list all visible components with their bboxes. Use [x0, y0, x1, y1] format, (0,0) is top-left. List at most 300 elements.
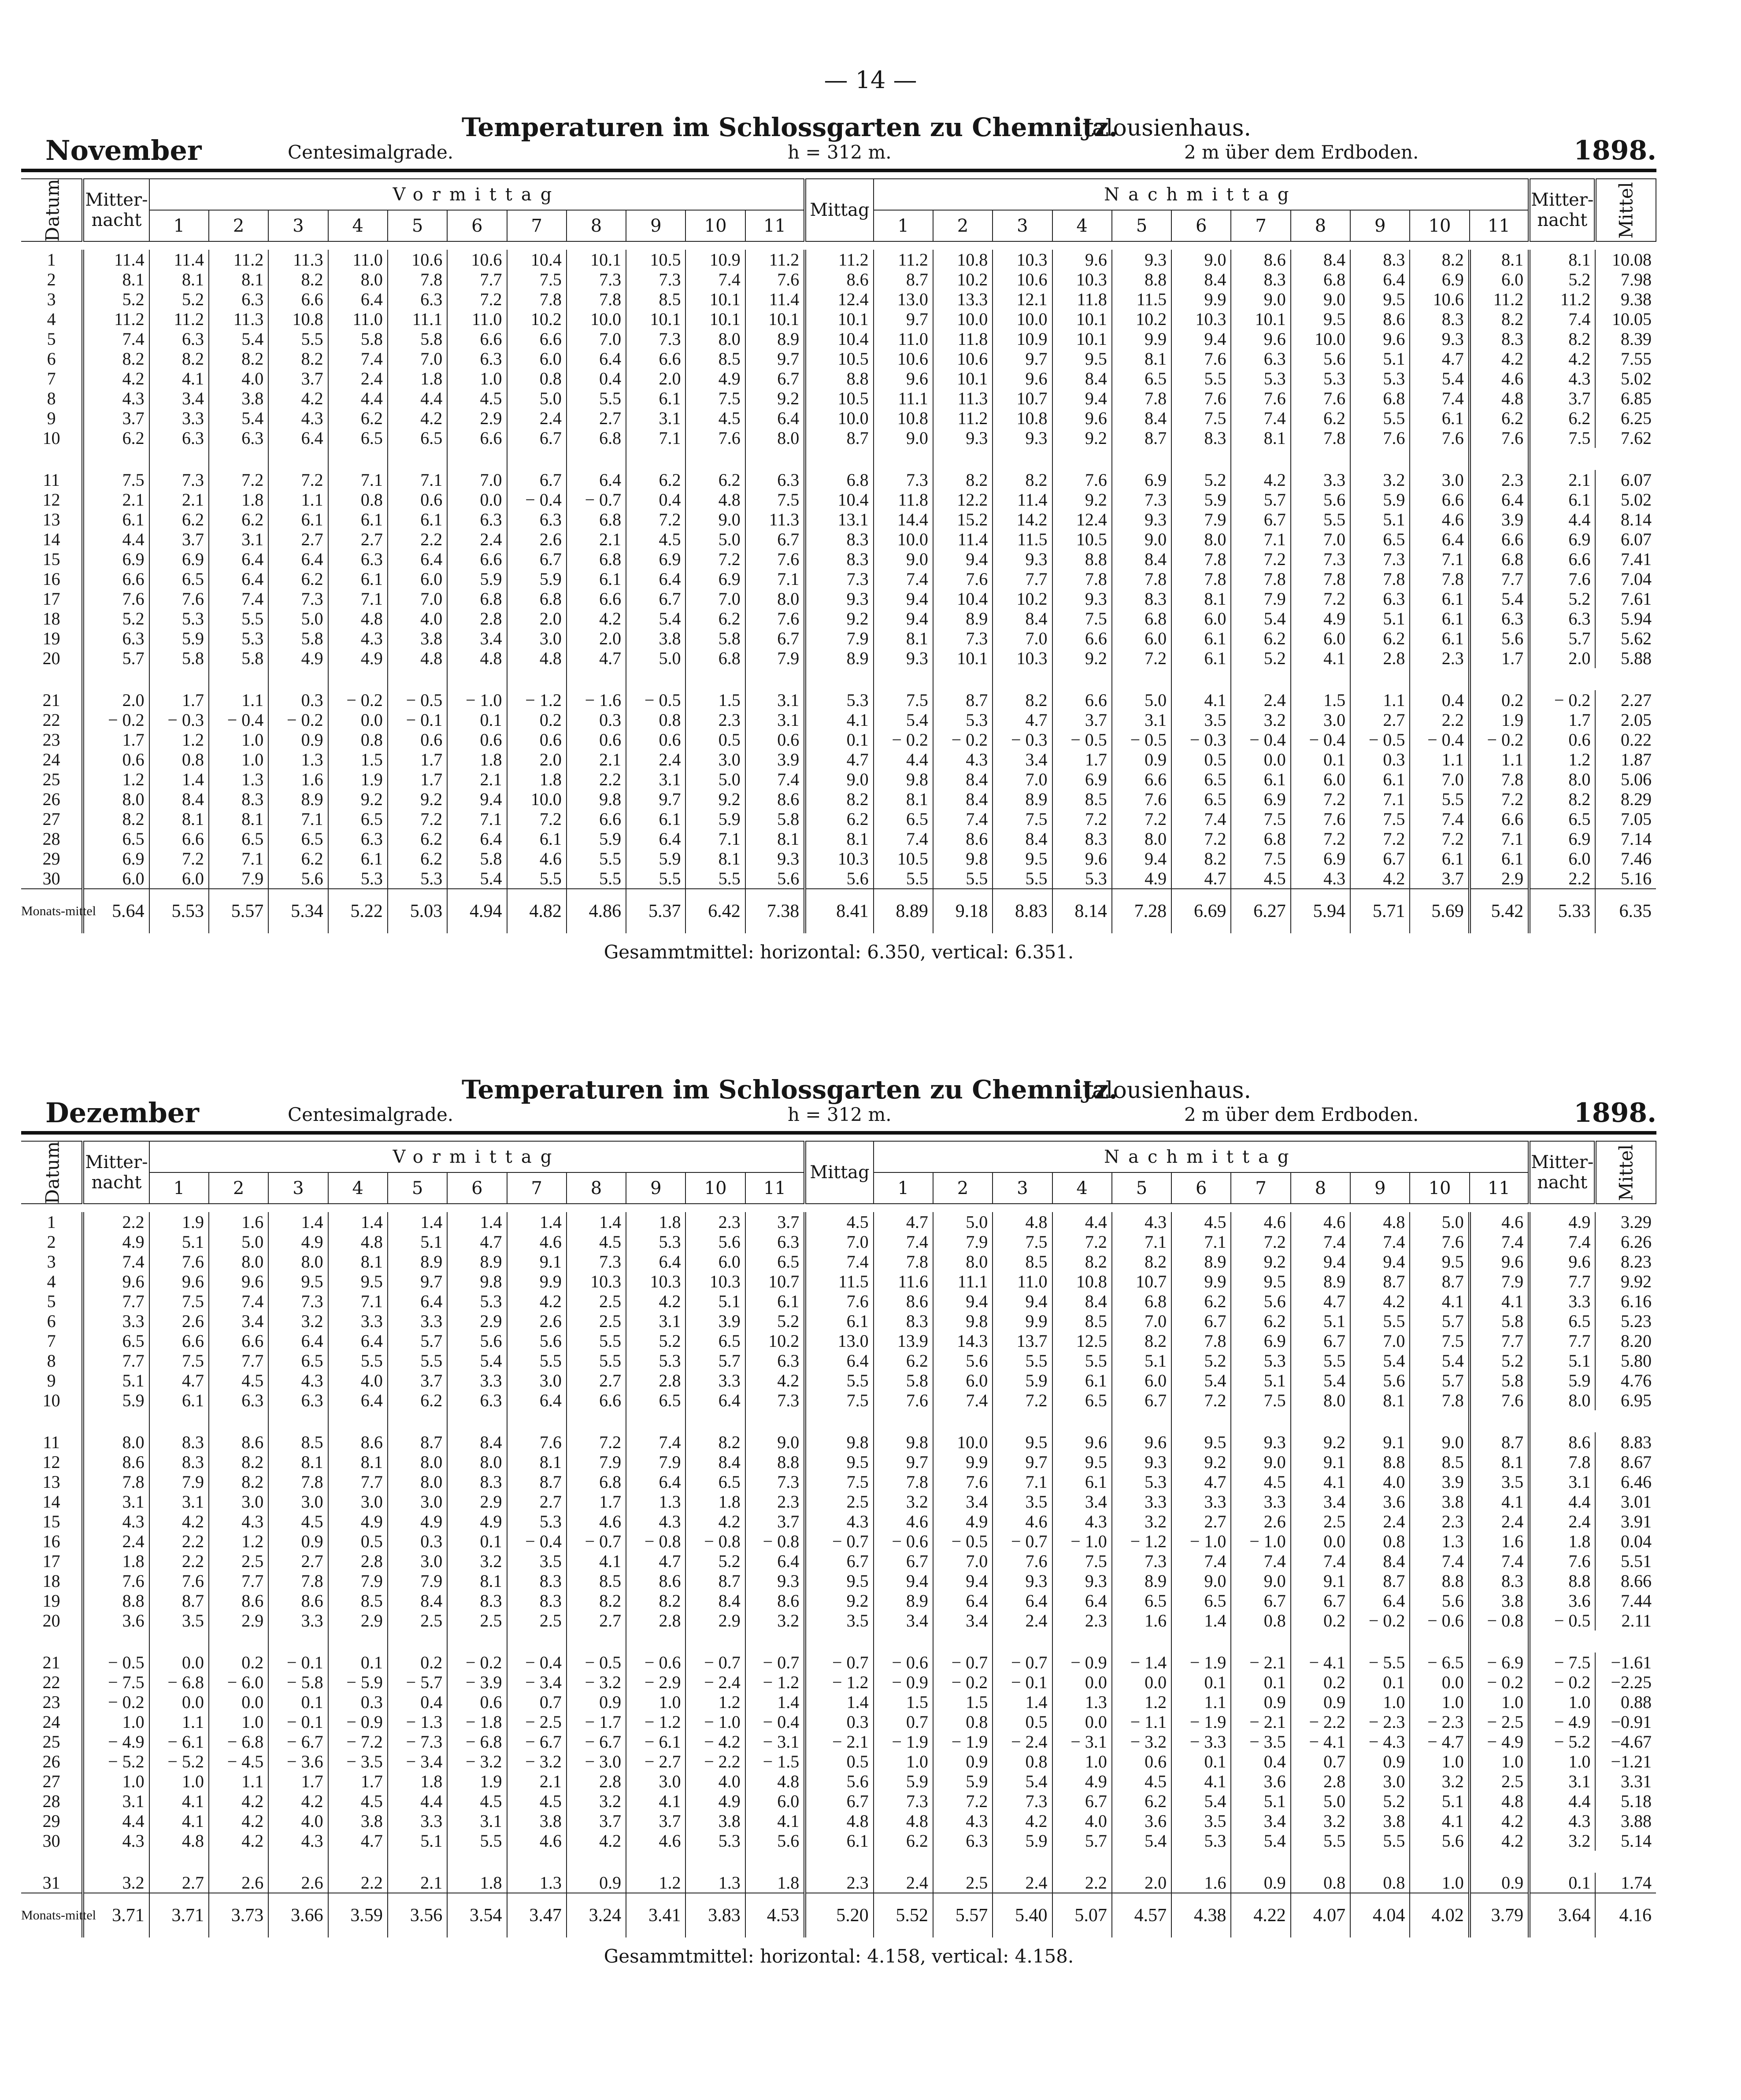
table-cell: 2.3 [1410, 648, 1469, 668]
table-cell: 9.6 [83, 1272, 149, 1291]
table-cell: 4.8 [1470, 388, 1529, 408]
table-cell: 6.1 [805, 1831, 873, 1851]
table-cell: 6.3 [933, 1831, 993, 1851]
table-cell: 1.8 [447, 1873, 507, 1893]
table-cell: 4.4 [388, 1791, 447, 1811]
table-cell: 4.6 [1410, 510, 1469, 529]
table-cell: 6.0 [1470, 270, 1529, 289]
table-cell: 9.6 [1052, 250, 1112, 270]
table-cell: 8.1 [149, 809, 209, 829]
table-subtitle: Jalousienhaus. [1083, 1077, 1252, 1104]
table-row [21, 1551, 1656, 1571]
table-cell: 4.9 [1052, 1771, 1112, 1791]
table-cell: 8.29 [1595, 789, 1656, 809]
table-cell: 7.8 [1350, 569, 1410, 589]
table-cell: 6.2 [388, 1390, 447, 1410]
table-cell: 2.5 [447, 1611, 507, 1630]
table-cell: −1.21 [1595, 1752, 1656, 1771]
table-cell: 6.6 [83, 569, 149, 589]
table-cell: − 6.0 [209, 1672, 268, 1692]
table-cell: 0.9 [1231, 1873, 1290, 1893]
table-cell: 8.2 [1112, 1331, 1171, 1351]
table-cell: 9.0 [1231, 289, 1290, 309]
table-cell: 1.0 [874, 1752, 933, 1771]
table-cell: 0.8 [1231, 1611, 1290, 1630]
row-mean: 0.6 [1529, 730, 1595, 750]
table-cell: 9.4 [933, 1571, 993, 1591]
table-cell: 6.8 [805, 470, 873, 490]
table-cell: 9.0 [874, 428, 933, 448]
table-cell: 7.04 [1595, 569, 1656, 589]
table-cell: 7.7 [1470, 569, 1529, 589]
table-cell: 8.66 [1595, 1571, 1656, 1591]
mittel-header-label: Mittel [1615, 181, 1637, 239]
table-cell: 9.0 [1112, 529, 1171, 549]
table-cell: 13.0 [874, 289, 933, 309]
row-mean: 4.4 [1529, 510, 1595, 529]
table-cell: 10.6 [1410, 289, 1469, 309]
table-cell: 8.7 [149, 1591, 209, 1611]
table-cell: 4.8 [149, 1831, 209, 1851]
table-cell: 5.8 [388, 329, 447, 349]
table-cell: 4.2 [268, 388, 328, 408]
table-cell: 6.3 [388, 289, 447, 309]
table-cell: 8.8 [1410, 1571, 1469, 1591]
row-mean: 4.3 [1529, 369, 1595, 388]
table-cell: 4.7 [1171, 869, 1231, 889]
table-cell: 3.9 [1470, 510, 1529, 529]
table-cell: 6.4 [268, 1331, 328, 1351]
table-cell: 6.2 [1171, 1291, 1231, 1311]
table-cell: 6.4 [388, 549, 447, 569]
table-cell: 9.1 [507, 1252, 567, 1272]
monatsmittel-value: 6.35 [1595, 889, 1656, 933]
table-cell: 7.5 [149, 1291, 209, 1311]
hour-header-am: 11 [745, 210, 805, 241]
table-cell: 8.2 [993, 470, 1052, 490]
table-cell: 4.3 [626, 1512, 685, 1531]
table-cell: 5.9 [507, 569, 567, 589]
table-cell: 6.1 [328, 510, 388, 529]
table-cell: 5.5 [507, 1351, 567, 1371]
table-cell: 8.2 [626, 1591, 685, 1611]
table-cell: − 0.5 [567, 1653, 626, 1672]
table-cell: 5.2 [1470, 1351, 1529, 1371]
table-cell: 0.0 [447, 490, 507, 510]
table-cell: 7.9 [388, 1571, 447, 1591]
table-cell: − 7.5 [83, 1672, 149, 1692]
table-cell: 0.0 [1410, 1672, 1469, 1692]
table-cell: 2.8 [626, 1611, 685, 1630]
table-cell: 8.14 [1595, 510, 1656, 529]
hour-header-pm: 4 [1052, 1172, 1112, 1204]
table-cell: − 5.8 [268, 1672, 328, 1692]
table-cell: 7.9 [567, 1452, 626, 1472]
table-cell: 7.1 [1231, 529, 1290, 549]
table-cell: 4.7 [328, 1831, 388, 1851]
table-cell: 7.2 [933, 1791, 993, 1811]
table-cell: 5.4 [1171, 1371, 1231, 1390]
row-date: 19 [42, 1591, 60, 1611]
table-cell: 1.1 [149, 1712, 209, 1732]
table-cell: − 0.2 [328, 690, 388, 710]
table-cell: 0.9 [1291, 1692, 1350, 1712]
table-cell: 4.6 [1231, 1212, 1290, 1232]
table-cell: 2.7 [1350, 710, 1410, 730]
table-cell: 0.1 [268, 1692, 328, 1712]
table-cell: − 2.7 [626, 1752, 685, 1771]
table-cell: 7.9 [149, 1472, 209, 1492]
table-cell: 5.2 [685, 1551, 745, 1571]
table-cell: 0.2 [1291, 1611, 1350, 1630]
height-label: h = 312 m. [788, 141, 892, 163]
row-date: 4 [47, 1272, 56, 1291]
table-cell: 6.8 [507, 589, 567, 609]
table-cell: 2.3 [685, 1212, 745, 1232]
table-cell: 5.6 [1470, 629, 1529, 648]
table-cell: 4.0 [268, 1811, 328, 1831]
table-cell: 4.2 [1350, 1291, 1410, 1311]
hour-header-pm: 1 [874, 210, 933, 241]
table-cell: 9.9 [507, 1272, 567, 1291]
table-cell: 3.0 [626, 1771, 685, 1791]
table-cell: 0.9 [933, 1752, 993, 1771]
table-cell: 2.9 [328, 1611, 388, 1630]
table-cell: 2.6 [209, 1873, 268, 1893]
table-cell: 4.9 [685, 369, 745, 388]
table-row [21, 510, 1656, 529]
table-cell: 2.7 [507, 1492, 567, 1512]
monatsmittel-value: 8.14 [1052, 889, 1112, 933]
table-cell: 5.5 [1171, 369, 1231, 388]
table-cell: 5.1 [388, 1232, 447, 1252]
table-cell: 0.3 [328, 1692, 388, 1712]
row-date: 15 [42, 549, 60, 569]
row-mean: 6.6 [1529, 549, 1595, 569]
table-cell: 6.16 [1595, 1291, 1656, 1311]
table-cell: 5.5 [567, 869, 626, 889]
table-cell: 9.4 [874, 609, 933, 629]
monatsmittel-value: 3.59 [328, 1893, 388, 1937]
table-cell: 9.9 [1112, 329, 1171, 349]
table-cell: 5.1 [1350, 510, 1410, 529]
table-cell: 6.1 [328, 569, 388, 589]
table-cell: 8.3 [1470, 1571, 1529, 1591]
table-cell: 8.9 [933, 609, 993, 629]
table-cell: 10.5 [874, 849, 933, 869]
table-cell: 7.5 [1231, 809, 1290, 829]
table-cell: 3.5 [507, 1551, 567, 1571]
row-date: 7 [47, 1331, 56, 1351]
table-cell: 11.2 [745, 250, 805, 270]
table-cell: 7.5 [805, 1390, 873, 1410]
table-cell: 4.6 [1470, 369, 1529, 388]
row-mean: 4.2 [1529, 349, 1595, 369]
table-cell: 3.1 [83, 1791, 149, 1811]
table-row [21, 569, 1656, 589]
table-cell: − 2.2 [1291, 1712, 1350, 1732]
table-cell: 8.8 [805, 369, 873, 388]
table-cell: 4.2 [1350, 869, 1410, 889]
monatsmittel-value: 3.73 [209, 1893, 268, 1937]
table-cell: 7.2 [567, 1432, 626, 1452]
table-cell: 1.8 [685, 1492, 745, 1512]
monatsmittel-value: 8.89 [874, 889, 933, 933]
table-cell: 7.5 [805, 1472, 873, 1492]
table-cell: − 1.9 [933, 1732, 993, 1752]
table-cell: 3.0 [268, 1492, 328, 1512]
table-cell: 7.5 [1052, 1551, 1112, 1571]
table-cell: 4.6 [1291, 1212, 1350, 1232]
table-cell: 9.0 [1171, 250, 1231, 270]
table-cell: 0.2 [1470, 690, 1529, 710]
table-cell: 3.0 [1291, 710, 1350, 730]
table-cell: 6.7 [1171, 1311, 1231, 1331]
table-cell: 1.3 [685, 1873, 745, 1893]
table-cell: 7.7 [83, 1351, 149, 1371]
table-cell: 3.6 [1112, 1811, 1171, 1831]
table-cell: 8.1 [149, 270, 209, 289]
table-cell: 0.0 [1291, 1531, 1350, 1551]
table-cell: 6.2 [83, 428, 149, 448]
table-cell: 6.4 [268, 428, 328, 448]
table-cell: 5.8 [1470, 1371, 1529, 1390]
table-cell: 7.4 [1171, 809, 1231, 829]
table-cell: 1.4 [149, 769, 209, 789]
table-cell: 7.1 [328, 1291, 388, 1311]
table-cell: 7.3 [1291, 549, 1350, 569]
table-cell: 8.2 [268, 349, 328, 369]
table-cell: 8.6 [328, 1432, 388, 1452]
table-row [21, 769, 1656, 789]
table-cell: 9.2 [388, 789, 447, 809]
table-cell: 7.4 [209, 1291, 268, 1311]
table-cell: 8.9 [745, 329, 805, 349]
row-date: 19 [42, 629, 60, 648]
table-cell: 3.0 [328, 1492, 388, 1512]
table-cell: 7.3 [745, 1472, 805, 1492]
table-cell: 2.7 [268, 1551, 328, 1571]
table-cell: 4.4 [328, 388, 388, 408]
table-cell: 1.0 [1410, 1752, 1469, 1771]
table-cell: 1.8 [209, 490, 268, 510]
table-cell: 5.23 [1595, 1311, 1656, 1331]
table-cell: 8.5 [626, 289, 685, 309]
table-cell: 8.67 [1595, 1452, 1656, 1472]
table-cell: 6.3 [1470, 609, 1529, 629]
table-cell: 3.4 [993, 750, 1052, 769]
table-cell: 5.4 [209, 408, 268, 428]
table-cell: 4.6 [1470, 1212, 1529, 1232]
table-cell: 7.9 [1470, 1272, 1529, 1291]
table-cell: 8.5 [685, 349, 745, 369]
table-cell: 1.7 [149, 690, 209, 710]
table-cell: 8.2 [83, 809, 149, 829]
table-cell: 8.1 [447, 1571, 507, 1591]
table-cell: 4.9 [328, 648, 388, 668]
row-date: 2 [47, 1232, 56, 1252]
table-cell: 7.0 [388, 589, 447, 609]
table-cell: 9.0 [874, 549, 933, 569]
table-cell: 8.0 [83, 789, 149, 809]
table-cell: 6.2 [874, 1831, 933, 1851]
table-cell: 10.7 [745, 1272, 805, 1291]
table-cell: 7.8 [1231, 569, 1290, 589]
mittag-header: Mittag [805, 179, 873, 241]
table-cell: 9.6 [1052, 408, 1112, 428]
table-cell: 7.6 [1052, 470, 1112, 490]
table-cell: 6.2 [388, 829, 447, 849]
table-cell: − 3.4 [388, 1752, 447, 1771]
table-cell: 2.6 [268, 1873, 328, 1893]
table-cell: 7.98 [1595, 270, 1656, 289]
table-cell: 7.1 [745, 569, 805, 589]
table-cell: 5.7 [1052, 1831, 1112, 1851]
monatsmittel-value: 3.83 [685, 1893, 745, 1937]
table-row [21, 549, 1656, 569]
table-cell: 9.8 [447, 1272, 507, 1291]
table-cell: 4.2 [149, 1512, 209, 1531]
table-cell: 6.4 [447, 829, 507, 849]
table-row [21, 690, 1656, 710]
table-cell: 7.1 [209, 849, 268, 869]
table-cell: 6.7 [507, 549, 567, 569]
table-cell: 5.02 [1595, 369, 1656, 388]
table-cell: 5.6 [805, 869, 873, 889]
table-cell: 6.4 [328, 289, 388, 309]
row-date: 4 [47, 309, 56, 329]
table-cell: 1.74 [1595, 1873, 1656, 1893]
table-cell: 0.0 [149, 1653, 209, 1672]
table-cell: 8.39 [1595, 329, 1656, 349]
table-cell: − 1.0 [1052, 1531, 1112, 1551]
table-cell: 3.1 [626, 1311, 685, 1331]
table-cell: 9.3 [993, 1571, 1052, 1591]
table-cell: 7.6 [149, 589, 209, 609]
table-cell: 6.4 [209, 549, 268, 569]
table-cell: 6.6 [626, 349, 685, 369]
table-cell: 4.76 [1595, 1371, 1656, 1390]
table-cell: − 0.3 [993, 730, 1052, 750]
table-cell: 6.6 [1410, 490, 1469, 510]
table-cell: 8.1 [507, 1452, 567, 1472]
table-cell: 2.1 [567, 750, 626, 769]
table-cell: 11.6 [874, 1272, 933, 1291]
table-cell: 10.8 [268, 309, 328, 329]
table-cell: 7.4 [933, 809, 993, 829]
table-row [21, 1692, 1656, 1712]
table-cell: 7.6 [933, 1472, 993, 1492]
table-cell: 7.4 [83, 1252, 149, 1272]
table-cell: 7.4 [805, 1252, 873, 1272]
table-cell: 0.6 [626, 730, 685, 750]
table-cell: 9.0 [805, 769, 873, 789]
table-cell: 6.0 [1291, 629, 1350, 648]
table-cell: 6.5 [1112, 1591, 1171, 1611]
table-cell: 1.0 [1410, 1692, 1469, 1712]
table-cell: 7.5 [993, 809, 1052, 829]
table-cell: 3.1 [745, 710, 805, 730]
table-cell: 9.6 [1052, 1432, 1112, 1452]
table-cell: 6.6 [268, 289, 328, 309]
table-cell: 7.0 [1350, 1331, 1410, 1351]
row-date: 6 [47, 1311, 56, 1331]
table-cell: 7.4 [1470, 1232, 1529, 1252]
table-cell: 2.1 [388, 1873, 447, 1893]
table-row [21, 1432, 1656, 1452]
hour-header-am: 8 [567, 210, 626, 241]
mittag-header: Mittag [805, 1141, 873, 1204]
table-cell: 1.0 [1350, 1692, 1410, 1712]
table-cell: 8.6 [1350, 309, 1410, 329]
table-cell: 7.8 [268, 1571, 328, 1591]
table-cell: 9.2 [328, 789, 388, 809]
table-cell: 4.8 [388, 648, 447, 668]
hour-header-am: 5 [388, 1172, 447, 1204]
row-date: 24 [42, 1712, 60, 1732]
table-cell: 2.9 [209, 1611, 268, 1630]
table-cell: 9.4 [1112, 849, 1171, 869]
table-cell: 7.4 [1291, 1551, 1350, 1571]
table-cell: −4.67 [1595, 1732, 1656, 1752]
table-cell: 12.1 [993, 289, 1052, 309]
table-cell: 8.1 [328, 1452, 388, 1472]
hour-header-am: 9 [626, 1172, 685, 1204]
table-cell: 9.4 [933, 549, 993, 569]
table-cell: 6.5 [874, 809, 933, 829]
table-cell: 2.3 [1410, 1512, 1469, 1531]
table-row [21, 329, 1656, 349]
table-cell: 2.3 [685, 710, 745, 730]
table-cell: 0.9 [268, 1531, 328, 1551]
table-cell: 9.7 [874, 1452, 933, 1472]
table-cell: 3.2 [567, 1791, 626, 1811]
table-cell: 8.4 [933, 789, 993, 809]
table-cell: 11.4 [83, 250, 149, 270]
table-cell: 6.3 [83, 629, 149, 648]
table-cell: − 0.4 [507, 1531, 567, 1551]
table-cell: 5.4 [626, 609, 685, 629]
table-cell: 2.2 [1052, 1873, 1112, 1893]
table-cell: 10.8 [993, 408, 1052, 428]
table-cell: 6.25 [1595, 408, 1656, 428]
table-row [21, 490, 1656, 510]
table-cell: 7.7 [83, 1291, 149, 1311]
table-cell: 5.80 [1595, 1351, 1656, 1371]
table-cell: 1.8 [447, 750, 507, 769]
table-cell: 8.3 [1112, 589, 1171, 609]
table-cell: 2.5 [388, 1611, 447, 1630]
table-cell: 1.0 [209, 750, 268, 769]
table-cell: 8.6 [209, 1591, 268, 1611]
row-mean: 9.6 [1529, 1252, 1595, 1272]
table-cell: 7.8 [1291, 569, 1350, 589]
table-cell: 10.2 [745, 1331, 805, 1351]
table-cell: 9.4 [1052, 388, 1112, 408]
table-cell: − 4.5 [209, 1752, 268, 1771]
table-cell: 4.3 [805, 1512, 873, 1531]
table-cell: 3.7 [268, 369, 328, 388]
table-cell: − 0.5 [83, 1653, 149, 1672]
table-cell: 0.8 [1350, 1873, 1410, 1893]
table-cell: 5.4 [1171, 1791, 1231, 1811]
table-cell: 7.6 [1291, 809, 1350, 829]
table-cell: 3.7 [567, 1811, 626, 1831]
table-cell: 8.4 [1112, 549, 1171, 569]
hour-header-am: 5 [388, 210, 447, 241]
table-cell: 10.2 [1112, 309, 1171, 329]
table-cell: 9.3 [1112, 250, 1171, 270]
